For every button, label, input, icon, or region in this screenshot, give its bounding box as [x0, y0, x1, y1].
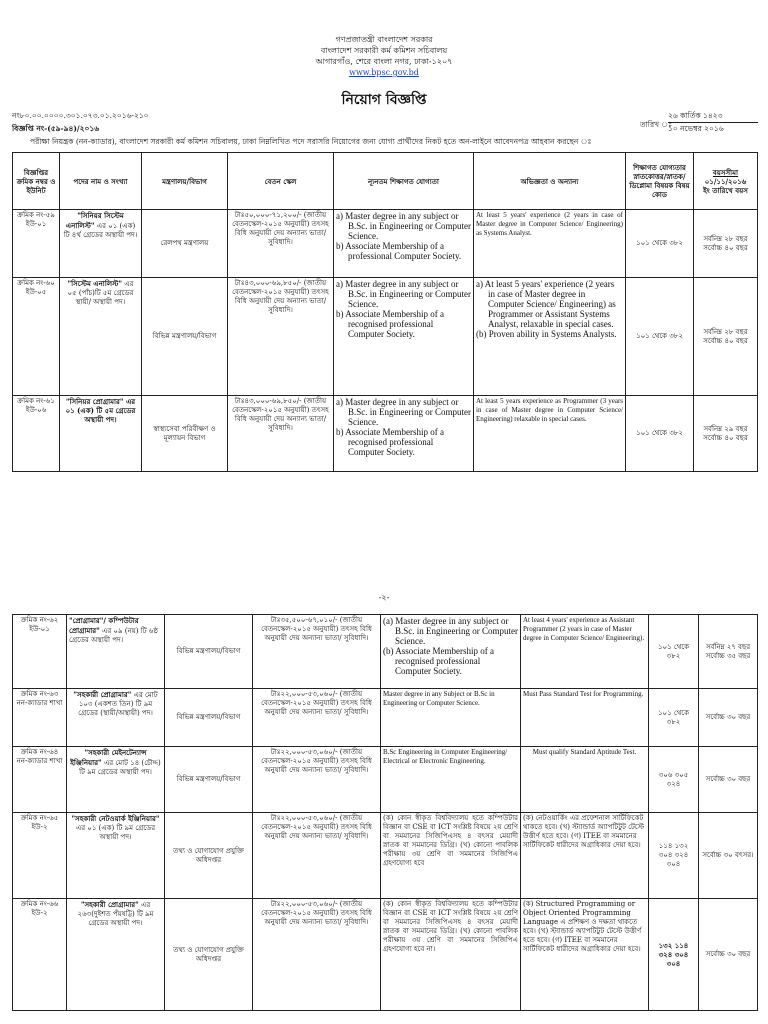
- commission-name: বাংলাদেশ সরকারী কর্ম কমিশন সচিবালয়: [320, 46, 448, 55]
- row-qualification: (ক) কোন স্বীকৃত বিশ্ববিদ্যালয় হতে কম্পিউটার বিজ্ঞান বা CSE বা ICT সংশ্লিষ্ট বিষয়ে ২য় শ্রেণি বা সমমানের সিজিপিএসহ ৪ বৎসর মেয়াদী স্নাতক বা সমমানের ডিগ্রি। (খ) কোনো পাবলিক পরীক্ষায় ৩য় শ্রেণি বা সমমানের সিজিপিএ গ্রহণযোগ্য হবে না।: [381, 899, 521, 1011]
- row-pay: টাঃ২২,০০০-৫৩,০৬০/- (জাতীয় বেতনস্কেল-২০১৫ অনুযায়ী) তৎসহ বিধি অনুযায়ী দেয় অন্যান্য ভাতা/ সুবিধাদি।: [253, 813, 381, 899]
- table-header-row: [13, 153, 758, 210]
- row-pay: টাঃ৩৫,৫০০-৬৭,০১০/- (জাতীয় বেতনস্কেল-২০১৫ অনুযায়ী) তৎসহ বিধি অনুযায়ী দেয় অন্যান্য ভাতা/ সুবিধাদি।: [253, 615, 381, 689]
- qualification-item: b) Associate Membership of a recognised professional Computer Society.: [336, 427, 444, 457]
- post-name: "সিস্টেম এনালিস্ট": [67, 279, 123, 288]
- commission-address: আগারগাঁও, শেরে বাংলা নগর, ঢাকা-১২০৭: [315, 57, 453, 66]
- table-row: [13, 210, 758, 278]
- row-post: [67, 747, 165, 813]
- qualification-item: a) Master degree in any subject or B.Sc. in Engineering or Computer Science.: [336, 279, 471, 309]
- col-ministry: মন্ত্রণালয়/বিভাগ: [142, 153, 228, 210]
- row-pay: টাঃ৪৩,০০০-৬৯,৮৫০/- (জাতীয় বেতনস্কেল-২০১৫ অনুযায়ী) তৎসহ বিধি অনুযায়ী দেয় অন্যান্য ভাতা/ সুবিধাদি।: [228, 278, 334, 396]
- website-link[interactable]: www.bpsc.gov.bd: [349, 68, 419, 77]
- col-experience: অভিজ্ঞতা ও অন্যান্য: [474, 153, 626, 210]
- col-serial: বিজ্ঞপ্তির ক্রমিক নম্বর ও ইউনিট: [13, 153, 60, 210]
- qualification-item: a) Master degree in any subject or B.Sc. in Engineering or Computer Science.: [336, 211, 471, 241]
- row-ministry: বিভিন্ন মন্ত্রণালয়/বিভাগ: [165, 747, 253, 813]
- advertisement-number: বিজ্ঞপ্তি নং-(৫৯-৯৪)/২০১৬: [12, 124, 100, 133]
- qualification-item: a) Master degree in any subject or B.Sc. in Engineering or Computer Science.: [336, 397, 471, 427]
- post-name: "সহকারী প্রোগ্রামার": [80, 900, 139, 909]
- row-experience: At least 4 years' experience as Assistant Programmer (2 years in case of Master degree in Computer Science/ Engineering).: [521, 615, 649, 689]
- col-age-date: ০১/১১/২০১৬: [704, 176, 747, 186]
- post-detail: এর মোট ১০৩ (একশত তিন) টি ৯ম গ্রেডের (স্থায়ী/অস্থায়ী) পদ।: [78, 691, 158, 717]
- page-title: নিয়োগ বিজ্ঞপ্তি: [341, 92, 427, 108]
- row-age: সর্বনিম্ন ২৮ বছর সর্বোচ্চ ৪০ বছর: [694, 210, 758, 278]
- row-experience: (ক) Structured Programming or Object Oriented Programming Language এ প্রশিক্ষণ ও দক্ষতা থাকতে হবে। (খ) স্ট্যান্ডার্ড অ্যাপটিটুট টেস্টে উত্তীর্ণ হতে হবে। (গ) ITEE বা সমমানের সার্টিফিকেট ধারীদের অগ্রাধিকার দেয়া হবে।: [521, 899, 649, 1011]
- date-box: [668, 110, 758, 134]
- row-age: সর্বনিম্ন ২৭ বছর সর্বোচ্চ ৩৫ বছর: [699, 615, 758, 689]
- post-detail: এর ০৫ (পাঁচ)টি ৫ম গ্রেডের স্থায়ী/ অস্থায়ী পদ।: [67, 280, 134, 306]
- row-experience: [474, 278, 626, 396]
- row-experience: At least 5 years' experience (2 years in case of Master degree in Computer Science/ Engineering) as Systems Analyst.: [474, 210, 626, 278]
- post-name: "প্রোগ্রামার"/ কম্পিউটার প্রোগ্রামার": [69, 616, 139, 635]
- vacancy-table-page1: [12, 152, 758, 472]
- row-serial: ক্রমিক নং-৬৬ ইউ-২: [13, 899, 67, 1011]
- row-ministry: স্বাস্থ্যসেবা পরিবীক্ষণ ও মূল্যায়ন বিভাগ: [142, 396, 228, 472]
- row-qualification: B.Sc Engineering in Computer Engineering/ Electrical or Electronic Engineering.: [381, 747, 521, 813]
- memo-number: নং৮০.০০.০০০০.৩০১.০৭৩.০১.২০১৬-২১০: [12, 111, 149, 120]
- row-qualification: [334, 396, 474, 472]
- row-ministry: বিভিন্ন মন্ত্রণালয়/বিভাগ: [165, 689, 253, 747]
- row-serial: ক্রমিক নং-৬২ ইউ-০১: [13, 615, 67, 689]
- row-post: [67, 813, 165, 899]
- row-age: সর্বনিম্ন ২৮ বছর সর্বোচ্চ ৪০ বছর: [694, 278, 758, 396]
- row-pay: টাঃ২২,০০০-৫৩,০৬০/- (জাতীয় বেতনস্কেল-২০১৫ অনুযায়ী) তৎসহ বিধি অনুযায়ী দেয় অন্যান্য ভাতা/ সুবিধাদি।: [253, 899, 381, 1011]
- intro-text: পরীক্ষা নিয়ন্ত্রক (নন-ক্যাডার), বাংলাদেশ সরকারী কর্ম কমিশন সচিবালয়, ঢাকা নিম্নলিখিত পদে সরাসরি নিয়োগের জন্য যোগ্য প্রার্থীদের নিকট হতে অন-লাইনে আবেদনপত্র আহবান করছেন ঃ: [30, 137, 592, 146]
- post-name: "সহকারী প্রোগ্রামার": [73, 690, 132, 699]
- row-qualification: (ক) কোন স্বীকৃত বিশ্ববিদ্যালয় হতে কম্পিউটার বিজ্ঞান বা CSE বা ICT সংশ্লিষ্ট বিষয়ে ২য় শ্রেণি বা সমমানের সিজিপিএসহ ৪ বৎসর মেয়াদী স্নাতক বা সমমানের ডিগ্রি। (খ) কোনো পাবলিক পরীক্ষায় ৩য় শ্রেণি বা সমমানের সিজিপিএ গ্রহণযোগ্য হবে: [381, 813, 521, 899]
- row-pay: টাঃ২২,০০০-৫৩,০৬০/- (জাতীয় বেতনস্কেল-২০১৫ অনুযায়ী) তৎসহ বিধি অনুযায়ী দেয় অন্যান্য ভাতা/ সুবিধাদি।: [253, 747, 381, 813]
- row-age: সর্বোচ্চ ৩০ বছর: [699, 689, 758, 747]
- row-qualification: Master degree in any Subject or B.Sc in Engineering or Computer Science.: [381, 689, 521, 747]
- row-age: সর্বোচ্চ ৩০ বৎসর।: [699, 813, 758, 899]
- qualification-item: b) Associate Membership of a professional Computer Society.: [336, 241, 462, 261]
- table-row: [13, 689, 758, 747]
- website-line: [0, 67, 768, 78]
- row-pay: টাঃ২২,০০০-৫৩,০৬০/- (জাতীয় বেতনস্কেল-২০১৫ অনুযায়ী) তৎসহ বিধি অনুযায়ী দেয় অন্যান্য ভাতা/ সুবিধাদি।: [253, 689, 381, 747]
- experience-item: a) At least 5 years' experience (2 years in case of Master degree in Computer Science/ Engineering) as Programmer or Assistant Systems Analyst, relaxable in special cases.: [476, 279, 616, 329]
- row-age: সর্বনিম্ন ২৯ বছর সর্বোচ্চ ৪০ বছর: [694, 396, 758, 472]
- col-pay: বেতন স্কেল: [228, 153, 334, 210]
- date-english: ১০ নভেম্বর ২০১৬: [668, 124, 724, 133]
- row-serial: ক্রমিক নং-৫৯ ইউ-০১: [13, 210, 60, 278]
- post-detail: এর ০৯ (নয়) টি ৬ষ্ঠ গ্রেডের অস্থায়ী পদ।: [69, 627, 158, 644]
- row-subject-code: ১০১ থেকে ৩৮২: [626, 396, 694, 472]
- date-bangla: ২৬ কার্তিক ১৪২৩: [668, 110, 758, 123]
- row-post: [60, 210, 142, 278]
- row-experience: At least 5 years experience as Programmer (3 years in case of Master degree in Computer Science/ Engineering) relaxable in special cases.: [474, 396, 626, 472]
- col-age: [694, 153, 758, 210]
- row-post: [67, 615, 165, 689]
- qualification-item: (b) Associate Membership of a recognised professional Computer Society.: [383, 646, 494, 676]
- qualification-item: (a) Master degree in any subject or B.Sc. in Engineering or Computer Science.: [383, 616, 518, 646]
- row-qualification: [334, 278, 474, 396]
- gov-name: গণপ্রজাতন্ত্রী বাংলাদেশ সরকার: [335, 35, 433, 44]
- row-serial: ক্রমিক নং-৬৩ নন-ক্যাডার শাখা: [13, 689, 67, 747]
- row-age: সর্বোচ্চ ৩০ বছর: [699, 899, 758, 1011]
- row-subject-code: ৩০৬ ৩০৫ ৩২৪: [649, 747, 699, 813]
- col-post: পদের নাম ও সংখ্যা: [60, 153, 142, 210]
- row-ministry: বিভিন্ন মন্ত্রণালয়/বিভাগ: [142, 278, 228, 396]
- vacancy-table-page2: [12, 614, 758, 1011]
- row-serial: ক্রমিক নং-৬৫ ইউ-২: [13, 813, 67, 899]
- table-row: [13, 278, 758, 396]
- row-ministry: তথ্য ও যোগাযোগ প্রযুক্তি অধিদপ্তর: [165, 899, 253, 1011]
- row-pay: টাঃ৪৩,০০০-৬৯,৮৫০/- (জাতীয় বেতনস্কেল-২০১৫ অনুযায়ী) তৎসহ বিধি অনুযায়ী দেয় অন্যান্য ভাতা/ সুবিধাদি।: [228, 396, 334, 472]
- table-row: [13, 396, 758, 472]
- post-name: "সহকারী নেটওয়ার্ক ইঞ্জিনিয়ার": [71, 814, 160, 823]
- table-row: [13, 747, 758, 813]
- date-label: তারিখ ঃ: [640, 120, 673, 129]
- table-row: [13, 899, 758, 1011]
- row-subject-code: ১৩২ ১১৪ ৩২৪ ৩০৪ ৩০৪: [649, 899, 699, 1011]
- row-subject-code: ১০১ থেকে ৩৮২: [626, 210, 694, 278]
- row-post: [60, 278, 142, 396]
- post-name: "সিনিয়র সিস্টেম এনালিস্ট": [65, 211, 124, 230]
- row-subject-code: ১১৪ ১৩২ ৩০৪ ৩২৪ ৩০৪: [649, 813, 699, 899]
- row-serial: ক্রমিক নং-৬৪ নন-ক্যাডার শাখা: [13, 747, 67, 813]
- row-serial: ক্রমিক নং-৬১ ইউ-০৬: [13, 396, 60, 472]
- row-post: [67, 899, 165, 1011]
- row-pay: টাঃ৫০,০০০-৭১,২০০/- (জাতীয় বেতনস্কেল-২০১৫ অনুযায়ী) তৎসহ বিধি অনুযায়ী দেয় অন্যান্য ভাতা/ সুবিধাদি।: [228, 210, 334, 278]
- row-subject-code: ১০১ থেকে ৩৮২: [649, 615, 699, 689]
- row-post: "সিনিয়র প্রোগ্রামার" এর ০১ (এক) টি ৫ম গ্রেডের অস্থায়ী পদ।: [60, 396, 142, 472]
- post-name: "সহকারী মেইনটেন্যান্স ইঞ্জিনিয়ার": [70, 748, 147, 767]
- row-experience: Must Pass Standard Test for Programming.: [521, 689, 649, 747]
- table-row: [13, 615, 758, 689]
- row-qualification: [334, 210, 474, 278]
- row-serial: ক্রমিক নং-৬০ ইউ-০৫: [13, 278, 60, 396]
- table-row: [13, 813, 758, 899]
- col-age-suffix: ইং তারিখে বয়স: [703, 185, 748, 195]
- post-detail: এর ০১ (এক) টি ৯ম গ্রেডের অস্থায়ী পদ।: [75, 824, 156, 841]
- col-subject-code: শিক্ষাগত যোগ্যতার স্নাতকোত্তর/স্নাতক/ ডিপ্লোমা বিষয়ক বিষয় কোড: [626, 153, 694, 210]
- page-number: -২-: [378, 593, 390, 602]
- row-ministry: বিভিন্ন মন্ত্রণালয়/বিভাগ: [165, 615, 253, 689]
- row-experience: Must qualify Standard Aptitude Test.: [521, 747, 649, 813]
- row-ministry: রেলপথ মন্ত্রণালয়: [142, 210, 228, 278]
- row-ministry: তথ্য ও যোগাযোগ প্রযুক্তি অধিদপ্তর: [165, 813, 253, 899]
- col-age-title: বয়সসীমা: [712, 167, 739, 177]
- row-post: [67, 689, 165, 747]
- row-subject-code: ১০১ থেকে ৩৮২: [626, 278, 694, 396]
- col-qualification: ন্যূনতম শিক্ষাগত যোগ্যতা: [334, 153, 474, 210]
- qualification-item: b) Associate Membership of a recognised professional Computer Society.: [336, 309, 444, 339]
- experience-item: (b) Proven ability in Systems Analysts.: [476, 329, 617, 339]
- row-qualification: [381, 615, 521, 689]
- row-experience: (ক) নেটওয়ার্কিং এর প্রফেশনাল সার্টিফিকেট থাকতে হবে। (খ) স্ট্যান্ডার্ড অ্যাপটিটুট টেস্টে উত্তীর্ণ হতে হবে। (গ) ITEE বা সমমানের সার্টিফিকেট ধারীদের অগ্রাধিকার দেয়া হবে।: [521, 813, 649, 899]
- post-detail: এর মোট ১৪ (চৌদ্দ) টি ৯ম গ্রেডের অস্থায়ী পদ।: [79, 759, 161, 776]
- post-detail: এর ০১ (এক) টি ৪র্থ গ্রেডের অস্থায়ী পদ।: [63, 222, 138, 239]
- row-subject-code: ১০১ থেকে ৩৮২: [649, 689, 699, 747]
- row-age: সর্বোচ্চ ৩০ বছর: [699, 747, 758, 813]
- post-detail: এর ২৬৩(দুইশত পঁয়ষট্টি) টি ৯ম গ্রেডের অস্থায়ী পদ।: [77, 901, 154, 927]
